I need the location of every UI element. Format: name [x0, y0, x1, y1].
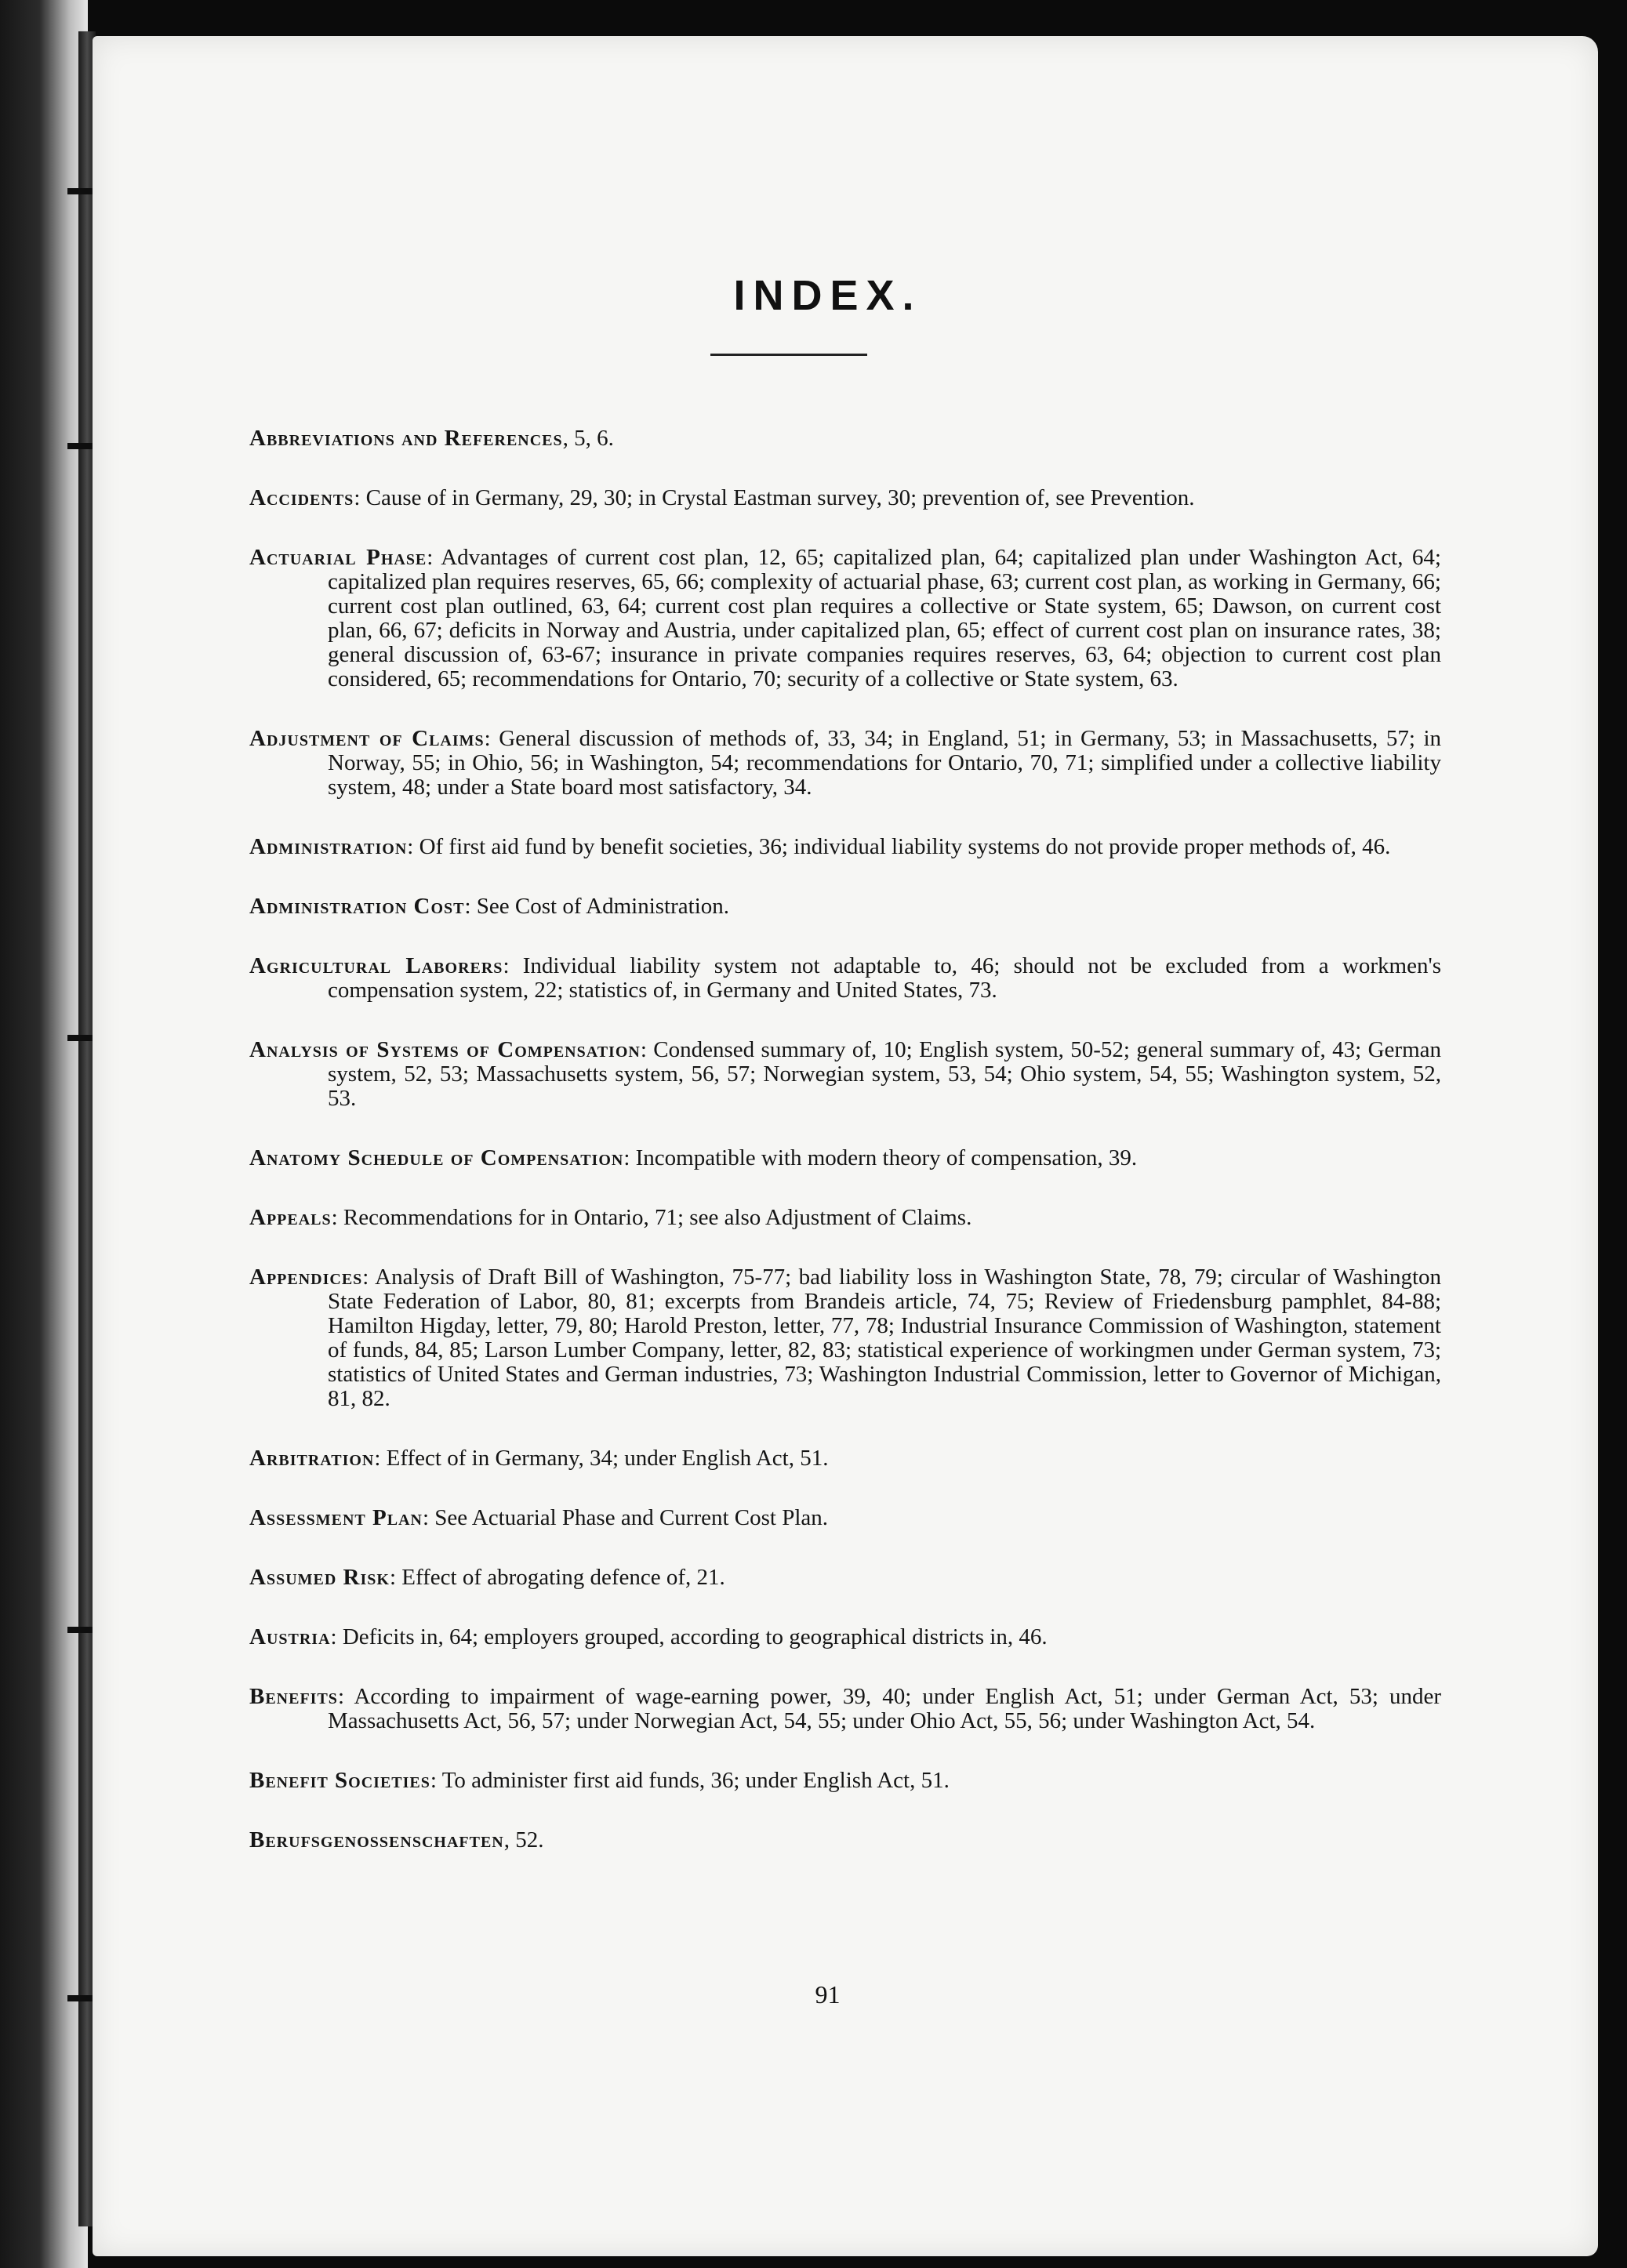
index-entry: [249, 894, 1441, 919]
entry-heading: Agricultural Laborers: [249, 953, 503, 978]
page-number: 91: [815, 1980, 841, 2009]
entry-heading: Assessment Plan: [249, 1505, 423, 1530]
entry-text: , 5, 6.: [562, 426, 614, 451]
index-entry: [249, 486, 1441, 510]
entry-text: : To administer first aid funds, 36; under English Act, 51.: [430, 1768, 950, 1793]
entry-text: : Cause of in Germany, 29, 30; in Crystal Eastman survey, 30; prevention of, see Prevention.: [354, 485, 1195, 510]
index-entry: [249, 1206, 1441, 1230]
entry-heading: Berufsgenossenschaften: [249, 1827, 504, 1853]
entry-heading: Assumed Risk: [249, 1565, 390, 1590]
index-entry: [249, 1265, 1441, 1411]
index-entries: [249, 426, 1441, 1853]
index-entry: [249, 835, 1441, 859]
index-entry: [249, 1685, 1441, 1733]
index-entry: [249, 546, 1441, 691]
entry-text: : Advantages of current cost plan, 12, 65; capitalized plan, 64; capitalized plan under Washington Act, 64; capitalized plan requires reserves, 65, 66; complexity of actuarial phase, 63; current cost plan, as working in Germany, 66; current cost plan outlined, 63, 64; current cost plan requires a collective or State system, 65; Dawson, on current cost plan, 66, 67; deficits in Norway and Austria, under capitalized plan, 65; effect of current cost plan on insurance rates, 38; general discussion of, 63-67; insurance in private companies requires reserves, 63, 64; objection to current cost plan considered, 65; recommendations for Ontario, 70; security of a collective or State system, 63.: [328, 545, 1441, 691]
entry-heading: Austria: [249, 1624, 331, 1649]
index-entry: [249, 426, 1441, 451]
entry-heading: Administration Cost: [249, 894, 465, 919]
entry-heading: Abbreviations and References: [249, 426, 563, 451]
entry-heading: Benefits: [249, 1684, 338, 1709]
entry-text: , 52.: [503, 1827, 544, 1853]
entry-text: : Effect of in Germany, 34; under English Act, 51.: [374, 1446, 829, 1471]
entry-heading: Accidents: [249, 485, 354, 510]
entry-text: : Effect of abrogating defence of, 21.: [389, 1565, 725, 1590]
entry-text: : General discussion of methods of, 33, 34; in England, 51; in Germany, 53; in Massachusetts, 57; in Norway, 55; in Ohio, 56; in Washington, 54; recommendations for Ontario, 70, 71; simplified under a collective liability system, 48; under a State board most satisfactory, 34.: [328, 726, 1441, 800]
entry-text: : Deficits in, 64; employers grouped, according to geographical districts in, 46.: [330, 1624, 1048, 1649]
entry-text: : Analysis of Draft Bill of Washington, 75-77; bad liability loss in Washington State, 78, 79; circular of Washington State Federation of Labor, 80, 81; excerpts from Brandeis article, 74, 75; Review of Friedensburg pamphlet, 84-88; Hamilton Higday, letter, 79, 80; Harold Preston, letter, 77, 78; Industrial Insurance Commission of Washington, statement of funds, 84, 85; Larson Lumber Company, letter, 82, 83; statistical experience of workingmen under German system, 73; statistics of United States and German industries, 73; Washington Industrial Commission, letter to Governor of Michigan, 81, 82.: [328, 1265, 1441, 1411]
index-entry: [249, 954, 1441, 1003]
entry-text: : Of first aid fund by benefit societies, 36; individual liability systems do not provide proper methods of, 46.: [407, 834, 1391, 859]
entry-heading: Administration: [249, 834, 408, 859]
index-entry: [249, 727, 1441, 800]
index-entry: [249, 1566, 1441, 1590]
index-entry: [249, 1446, 1441, 1471]
index-page: [93, 36, 1598, 2256]
index-entry: [249, 1146, 1441, 1170]
entry-text: : Recommendations for in Ontario, 71; see also Adjustment of Claims.: [331, 1205, 972, 1230]
entry-heading: Anatomy Schedule of Compensation: [249, 1145, 624, 1170]
index-entry: [249, 1038, 1441, 1111]
entry-text: : According to impairment of wage-earning power, 39, 40; under English Act, 51; under German Act, 53; under Massachusetts Act, 56, 57; under Norwegian Act, 54, 55; under Ohio Act, 55, 56; under Washington Act, 54.: [328, 1684, 1441, 1733]
index-entry: [249, 1828, 1441, 1853]
entry-heading: Arbitration: [249, 1446, 375, 1471]
entry-heading: Appendices: [249, 1265, 363, 1290]
index-entry: [249, 1506, 1441, 1530]
entry-heading: Analysis of Systems of Compensation: [249, 1037, 641, 1062]
entry-text: : Individual liability system not adaptable to, 46; should not be excluded from a workmen's compensation system, 22; statistics of, in Germany and United States, 73.: [328, 953, 1441, 1003]
page-title: INDEX.: [733, 272, 922, 319]
entry-heading: Benefit Societies: [249, 1768, 430, 1793]
index-entry: [249, 1625, 1441, 1649]
index-entry: [249, 1769, 1441, 1793]
entry-text: : Condensed summary of, 10; English system, 50-52; general summary of, 43; German system, 52, 53; Massachusetts system, 56, 57; Norwegian system, 53, 54; Ohio system, 54, 55; Washington system, 52, 53.: [328, 1037, 1441, 1111]
entry-text: : Incompatible with modern theory of compensation, 39.: [623, 1145, 1138, 1170]
entry-heading: Adjustment of Claims: [249, 726, 485, 751]
title-rule: [710, 354, 867, 356]
entry-heading: Actuarial Phase: [249, 545, 427, 570]
entry-heading: Appeals: [249, 1205, 332, 1230]
entry-text: : See Actuarial Phase and Current Cost Plan.: [422, 1505, 829, 1530]
facing-page-edge: [0, 0, 88, 2268]
entry-text: : See Cost of Administration.: [464, 894, 730, 919]
